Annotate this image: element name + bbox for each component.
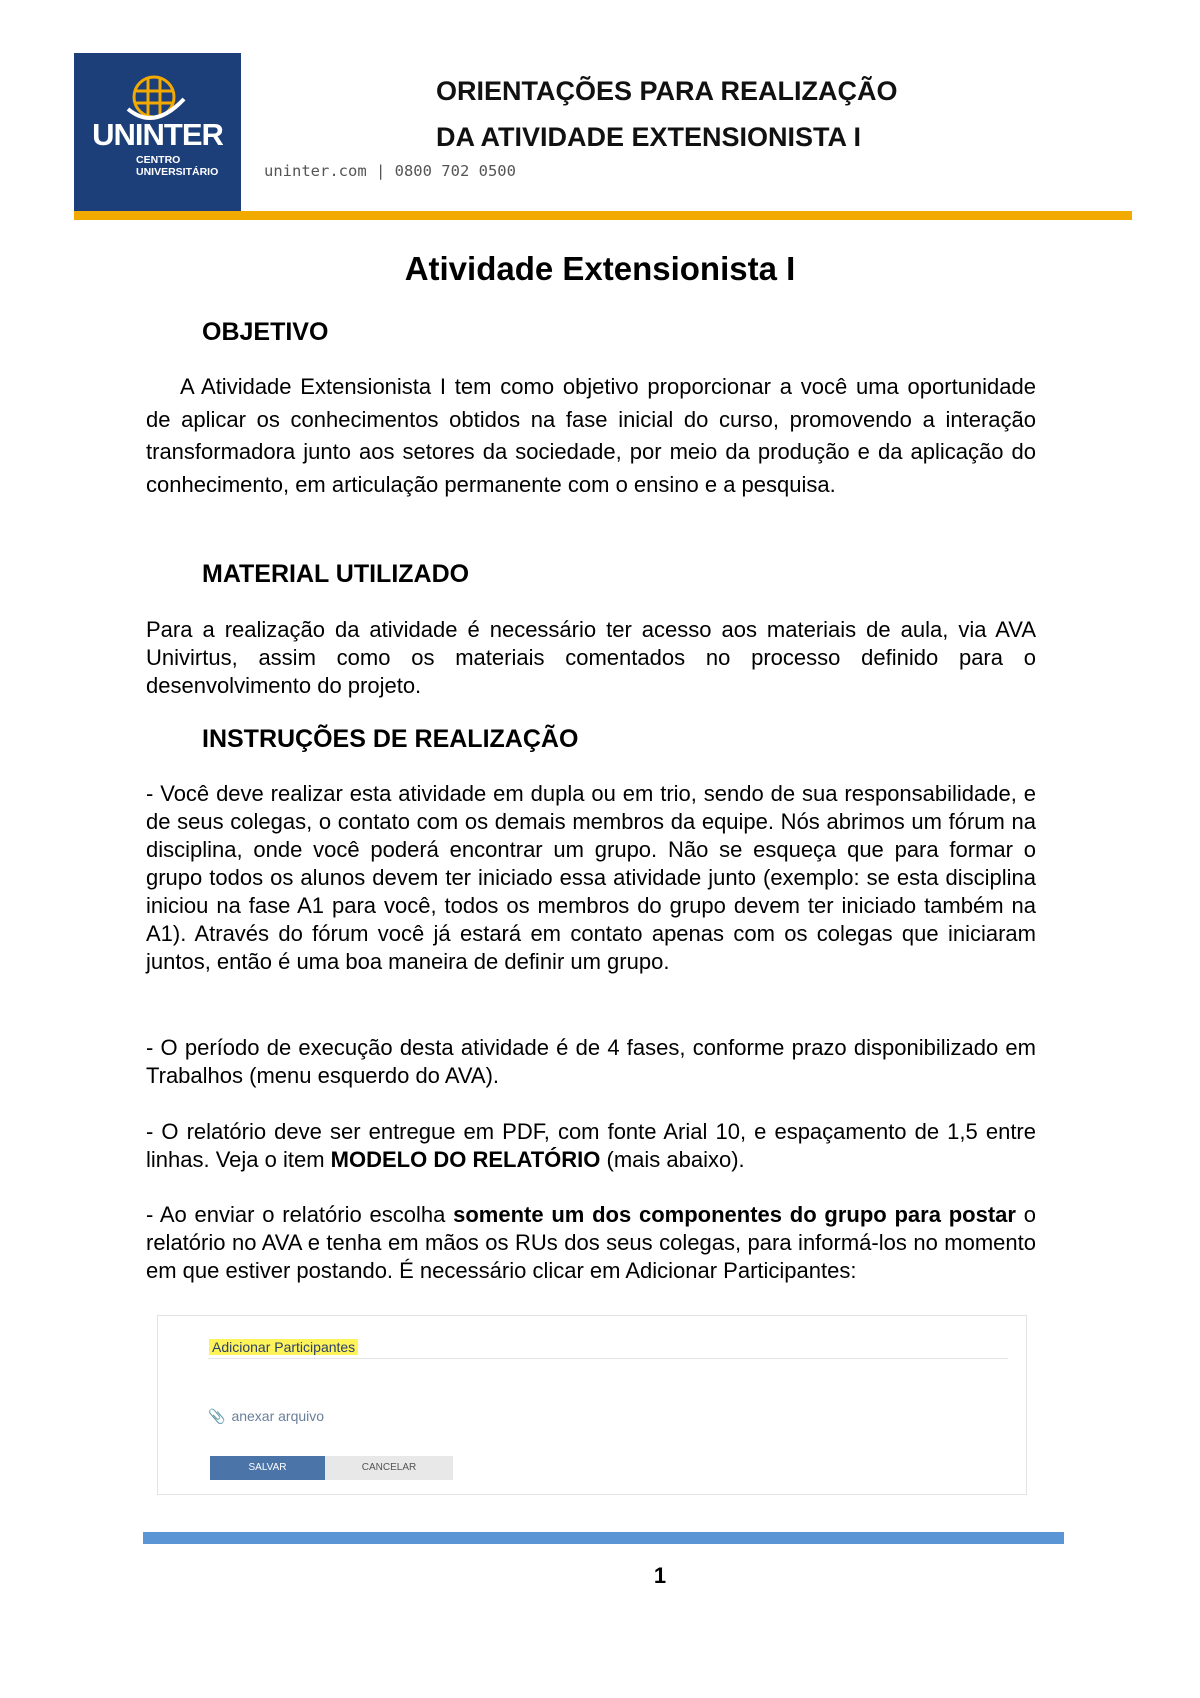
brand-name: UNINTER bbox=[92, 117, 223, 152]
uninter-logo bbox=[74, 53, 241, 211]
header-accent-bar bbox=[74, 211, 1132, 220]
add-participants-link[interactable]: Adicionar Participantes bbox=[209, 1339, 358, 1355]
brand-subtitle bbox=[136, 154, 218, 178]
p3-text: - O relatório deve ser entregue em PDF, com fonte Arial 10, e espaçamento de 1,5 entre linhas. Veja o item bbox=[146, 1119, 1036, 1172]
section-heading-instrucoes: INSTRUÇÕES DE REALIZAÇÃO bbox=[202, 725, 579, 753]
attach-file-label: anexar arquivo bbox=[231, 1408, 325, 1424]
instrucoes-paragraph-2: - O período de execução desta atividade é de 4 fases, conforme prazo disponibilizado em Trabalhos (menu esquerdo do AVA). bbox=[146, 1035, 1036, 1088]
section-heading-material: MATERIAL UTILIZADO bbox=[202, 560, 470, 588]
contact-info: uninter.com | 0800 702 0500 bbox=[264, 162, 516, 180]
page-number: 1 bbox=[653, 1563, 667, 1588]
footer-accent-bar bbox=[143, 1532, 1064, 1544]
header-title bbox=[436, 68, 898, 160]
cancel-button[interactable]: CANCELAR bbox=[325, 1456, 453, 1480]
brand-sub-line1: CENTRO bbox=[136, 154, 181, 166]
p4-text-end: o relatório no AVA e tenha em mãos os RUs dos seus colegas, para informá-los no momento em que estiver postando. É necessário clicar em Adicionar Participantes: bbox=[146, 1202, 1036, 1283]
embedded-screenshot bbox=[157, 1315, 1027, 1495]
instrucoes-paragraph-4 bbox=[146, 1201, 1036, 1285]
objetivo-paragraph bbox=[146, 371, 1036, 501]
attach-file-link[interactable] bbox=[208, 1408, 324, 1425]
p4-text: - Ao enviar o relatório escolha bbox=[146, 1202, 454, 1227]
save-button[interactable]: SALVAR bbox=[210, 1456, 325, 1480]
p3-text-end: (mais abaixo). bbox=[600, 1147, 745, 1172]
divider bbox=[208, 1358, 1008, 1359]
header-title-line2: DA ATIVIDADE EXTENSIONISTA I bbox=[436, 122, 862, 152]
paperclip-icon: 📎 bbox=[208, 1408, 226, 1424]
p3-bold-text: MODELO DO RELATÓRIO bbox=[330, 1147, 601, 1172]
p4-bold-text: somente um dos componentes do grupo para postar bbox=[453, 1202, 1016, 1227]
section-heading-objetivo: OBJETIVO bbox=[202, 318, 329, 346]
instrucoes-paragraph-1: - Você deve realizar esta atividade em dupla ou em trio, sendo de sua responsabilidade, e de seus colegas, o contato com os demais membros da equipe. Nós abrimos um fórum na disciplina, onde você poderá encontrar um grupo. Não se esqueça que para formar o grupo todos os alunos devem ter iniciado essa atividade junto (exemplo: se esta disciplina iniciou na fase A1 para você, todos os membros do grupo devem ter iniciado também na A1). Através do fórum você já estará em contato apenas com os colegas que iniciaram juntos, então é uma boa maneira de definir um grupo. bbox=[146, 781, 1036, 974]
header-title-line1: ORIENTAÇÕES PARA REALIZAÇÃO bbox=[436, 76, 898, 106]
brand-sub-line2: UNIVERSITÁRIO bbox=[136, 166, 219, 178]
objetivo-text: A Atividade Extensionista I tem como objetivo proporcionar a você uma oportunidade de aplicar os conhecimentos obtidos na fase inicial do curso, promovendo a interação transformadora junto aos setores da sociedade, por meio da produção e da aplicação do conhecimento, em articulação permanente com o ensino e a pesquisa. bbox=[146, 374, 1036, 497]
document-title: Atividade Extensionista I bbox=[404, 250, 796, 287]
material-paragraph: Para a realização da atividade é necessário ter acesso aos materiais de aula, via AVA Univirtus, assim como os materiais comentados no processo definido para o desenvolvimento do projeto. bbox=[146, 617, 1036, 698]
instrucoes-paragraph-3 bbox=[146, 1118, 1036, 1174]
